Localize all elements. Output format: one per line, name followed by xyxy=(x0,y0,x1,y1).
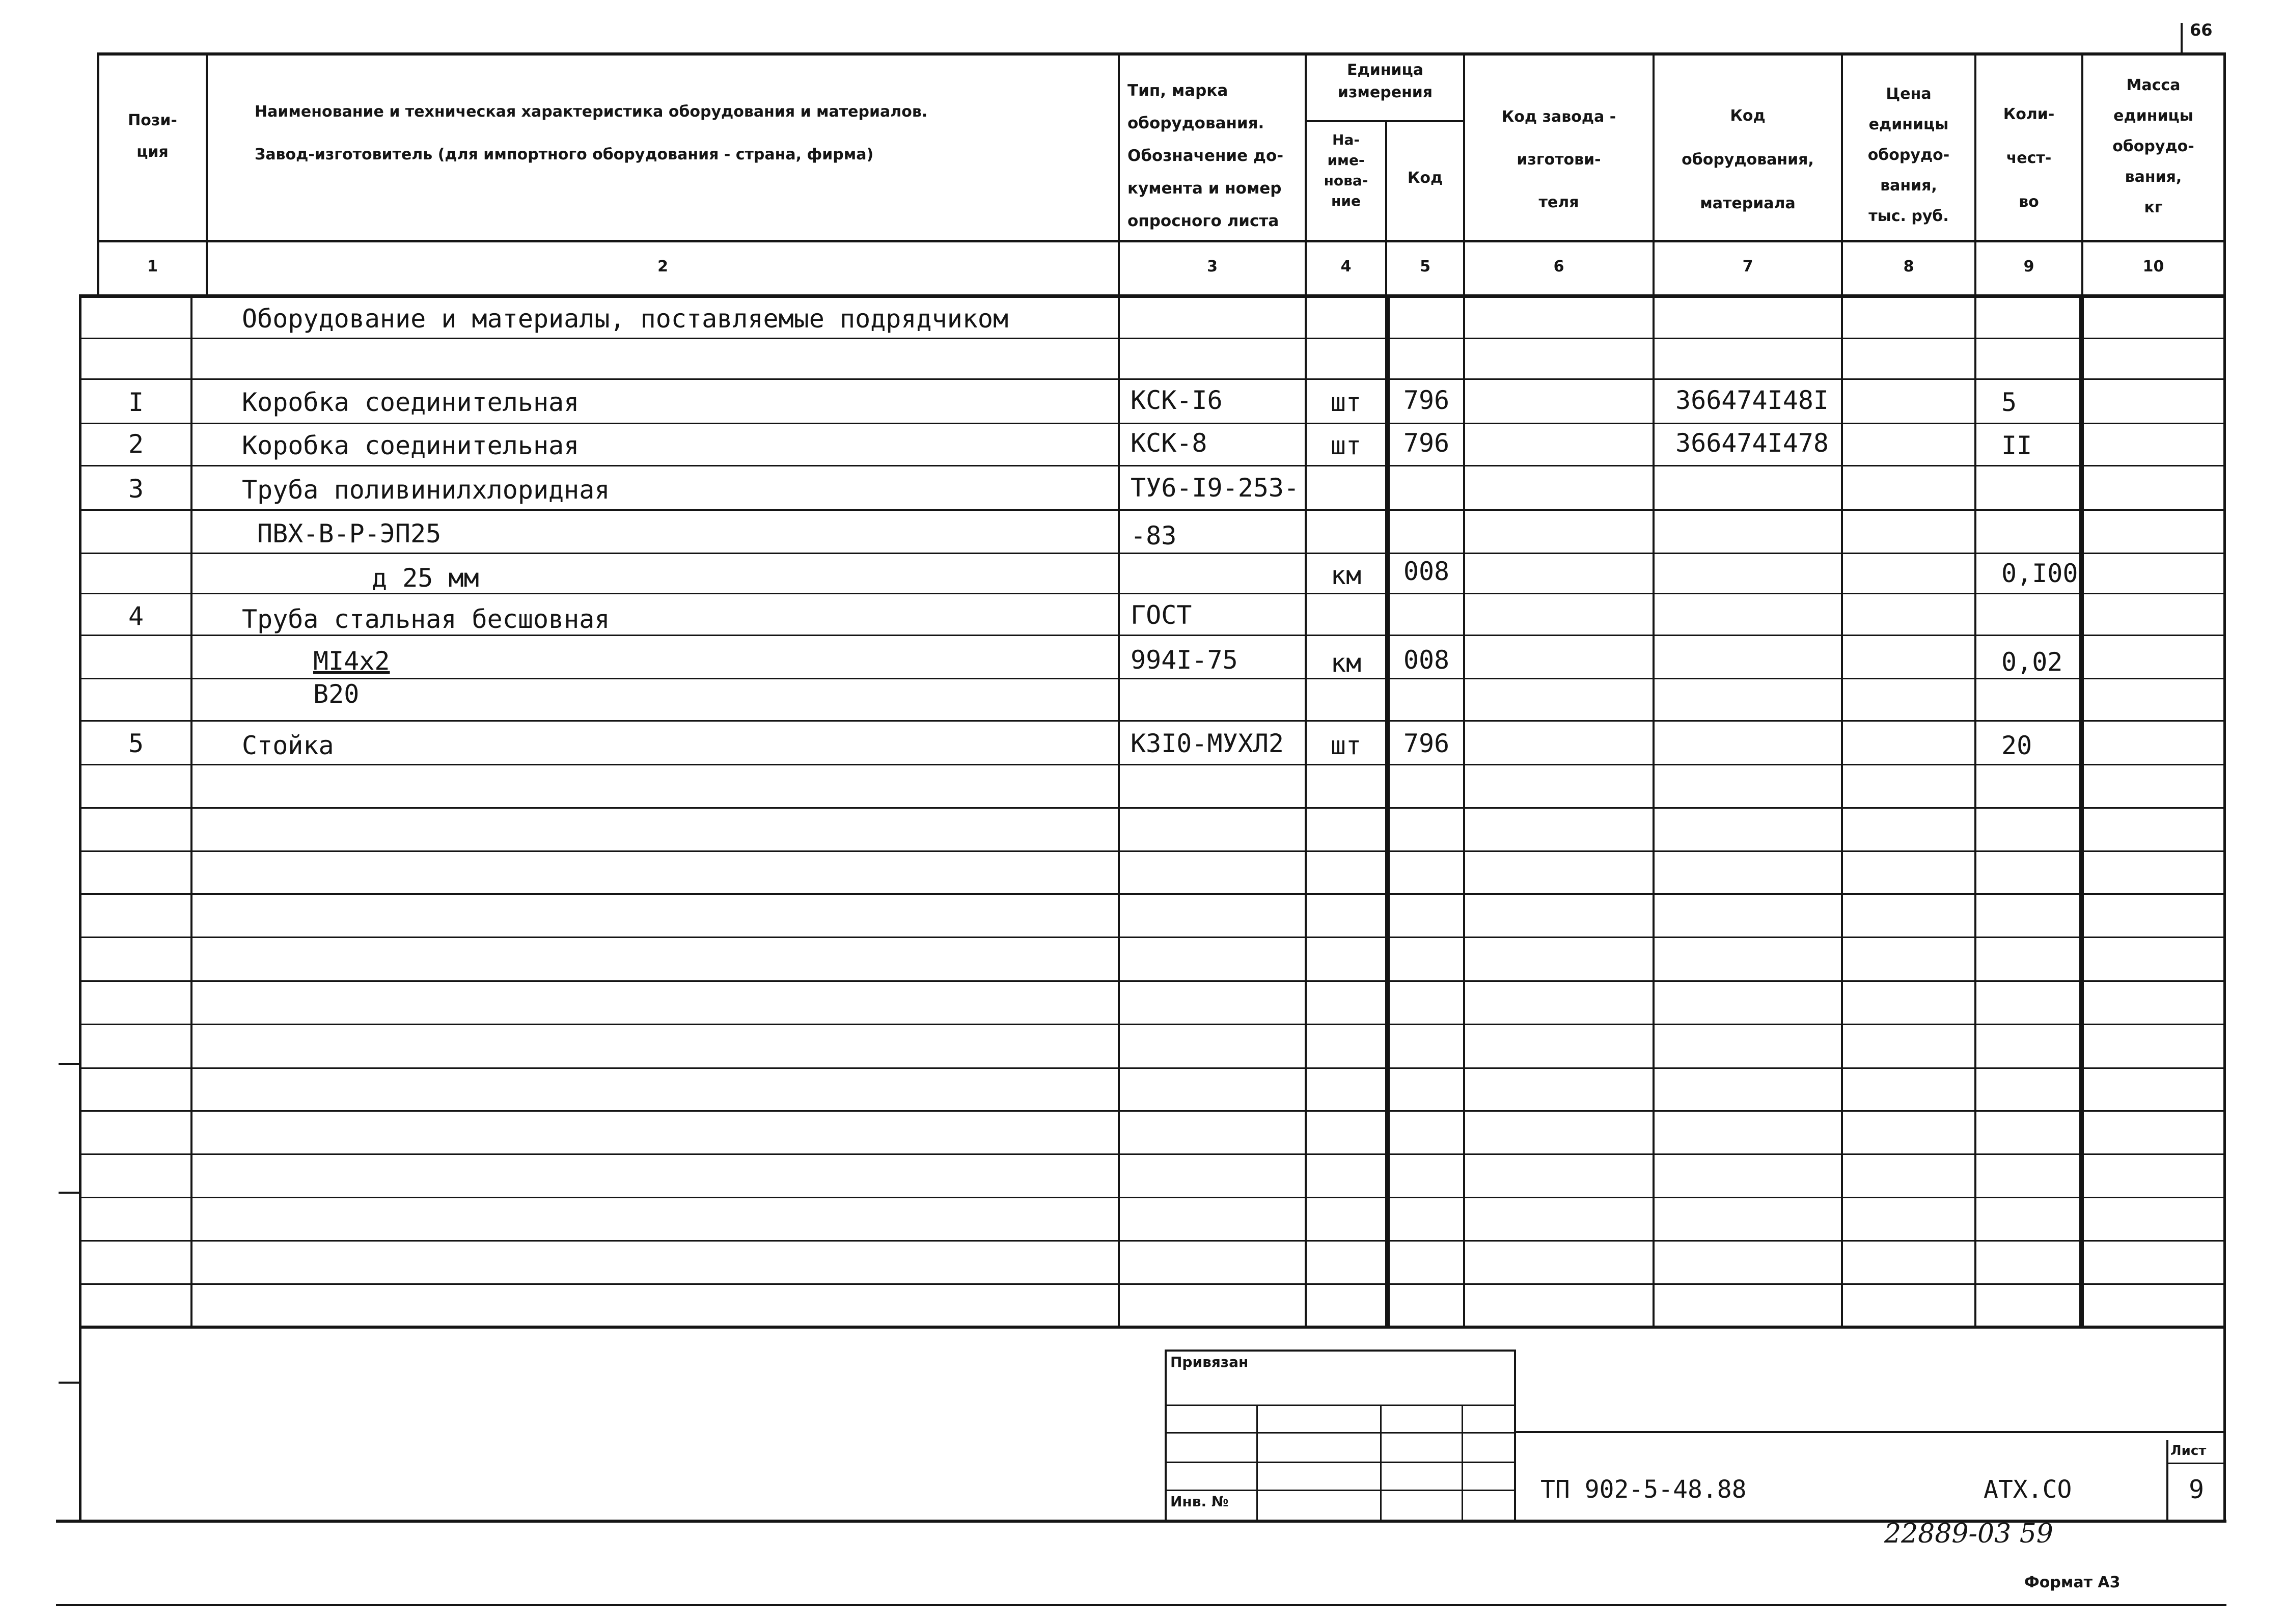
header-price-line: единицы xyxy=(1868,116,1949,133)
column-number: 1 xyxy=(147,258,158,276)
row-unit-code: 796 xyxy=(1403,386,1450,415)
col-divider-6 xyxy=(1653,52,1655,1328)
header-unit-name-line: нова- xyxy=(1324,172,1368,189)
row-name: Стойка xyxy=(242,731,334,760)
header-mass xyxy=(2083,70,2223,223)
numbers-divider xyxy=(81,294,2224,298)
row-quantity: 0,I00 xyxy=(2001,559,2078,588)
header-quantity-line: чест- xyxy=(2006,149,2052,167)
row-line xyxy=(81,850,2224,852)
row-type: К3I0-МУХЛ2 xyxy=(1131,729,1284,758)
row-unit-code: 796 xyxy=(1403,428,1450,458)
row-quantity: 20 xyxy=(2001,731,2032,760)
row-unit: км xyxy=(1330,648,1362,678)
header-name-line1: Наименование и техническая характеристика оборудования и материалов. xyxy=(255,103,928,121)
row-line xyxy=(81,980,2224,982)
row-line xyxy=(81,893,2224,895)
thick-col-5-left xyxy=(1385,294,1390,1328)
margin-tick xyxy=(59,1063,81,1065)
row-name: Труба поливинилхлоридная xyxy=(242,475,610,505)
thick-col-9-right xyxy=(2079,294,2084,1328)
row-position: 2 xyxy=(128,429,144,459)
header-mass-line: вания, xyxy=(2125,168,2182,186)
sheet-label: Лист xyxy=(2170,1443,2207,1458)
header-mass-line: Масса xyxy=(2126,76,2181,94)
row-name: ПВХ-В-Р-ЭП25 xyxy=(257,519,442,548)
row-line xyxy=(81,720,2224,722)
column-number: 7 xyxy=(1742,258,1753,276)
row-line xyxy=(81,678,2224,679)
page-bottom-line xyxy=(56,1604,2226,1606)
row-unit-code: 008 xyxy=(1403,557,1450,586)
format-label: Формат А3 xyxy=(2024,1574,2121,1591)
row-line xyxy=(81,1283,2224,1285)
header-divider xyxy=(97,240,2224,242)
page-corner-number: 66 xyxy=(2190,20,2213,40)
column-number: 9 xyxy=(2023,258,2034,276)
bound-col xyxy=(1256,1405,1258,1521)
row-position: 3 xyxy=(128,474,144,504)
header-unit-code: Код xyxy=(1407,169,1443,187)
row-name: д 25 мм xyxy=(372,563,479,593)
row-equip-code: 366474I48I xyxy=(1675,386,1829,415)
row-type: -83 xyxy=(1131,521,1177,550)
row-line xyxy=(81,1067,2224,1069)
row-position: I xyxy=(128,388,144,417)
header-unit-name-line: На- xyxy=(1332,131,1360,148)
header-unit-name xyxy=(1307,130,1385,211)
header-type-line: кумента и номер xyxy=(1127,179,1282,198)
column-number: 6 xyxy=(1553,258,1564,276)
doc-code: ТП 902-5-48.88 xyxy=(1540,1475,1747,1504)
header-equip-line: оборудования, xyxy=(1682,151,1814,169)
header-equip-line: Код xyxy=(1730,107,1766,125)
header-unit-name-line: име- xyxy=(1327,152,1365,169)
sheet-box-divider xyxy=(2166,1463,2224,1464)
header-quantity-line: во xyxy=(2019,193,2039,211)
header-type-line: Тип, марка xyxy=(1127,81,1228,100)
row-type: 994I-75 xyxy=(1131,645,1238,675)
row-line xyxy=(81,465,2224,466)
header-type-line: опросного листа xyxy=(1127,212,1279,230)
header-name xyxy=(255,101,1069,166)
row-line xyxy=(81,807,2224,809)
row-position: 5 xyxy=(128,729,144,758)
row-line xyxy=(81,635,2224,636)
margin-tick xyxy=(59,1192,81,1194)
header-price xyxy=(1843,79,1974,232)
header-plant-line: Код завода - xyxy=(1501,108,1616,126)
col-divider-2 xyxy=(1118,52,1120,1328)
row-name: B20 xyxy=(313,679,360,709)
bound-col xyxy=(1380,1405,1382,1521)
header-mass-line: кг xyxy=(2144,199,2163,216)
margin-tick xyxy=(59,1382,81,1384)
header-position xyxy=(99,109,206,163)
row-line xyxy=(81,509,2224,511)
row-equip-code: 366474I478 xyxy=(1675,428,1829,458)
doc-mark: АТХ.СО xyxy=(1984,1475,2072,1504)
column-number: 2 xyxy=(657,258,668,276)
header-quantity xyxy=(1976,93,2081,224)
row-line xyxy=(81,764,2224,765)
row-type: ТУ6-I9-253- xyxy=(1131,473,1300,503)
header-price-line: оборудо- xyxy=(1867,146,1950,164)
header-price-line: вания, xyxy=(1880,177,1937,195)
header-unit-line: измерения xyxy=(1337,84,1433,101)
column-number: 8 xyxy=(1903,258,1914,276)
col-divider-7 xyxy=(1841,52,1843,1328)
table-right-border xyxy=(2223,52,2226,1523)
corner-tick xyxy=(2181,23,2183,53)
header-unit-line: Единица xyxy=(1347,61,1423,79)
table-top-border xyxy=(97,52,2224,56)
header-position-line: Пози- xyxy=(128,112,177,129)
row-unit: шт xyxy=(1330,431,1362,460)
section-title: Оборудование и материалы, поставляемые подрядчиком xyxy=(242,304,1009,334)
sheet-number: 9 xyxy=(2188,1475,2205,1504)
bound-line xyxy=(1165,1405,1516,1406)
bound-label: Привязан xyxy=(1170,1354,1249,1370)
row-name: Коробка соединительная xyxy=(242,431,580,460)
row-line xyxy=(81,553,2224,554)
col-divider-1 xyxy=(190,294,192,1328)
header-mass-line: единицы xyxy=(2113,107,2193,125)
row-line xyxy=(81,1197,2224,1198)
row-line xyxy=(81,1153,2224,1155)
row-name: Коробка соединительная xyxy=(242,388,580,417)
row-type: КСК-I6 xyxy=(1131,386,1223,415)
header-price-line: Цена xyxy=(1886,85,1932,103)
row-line xyxy=(81,1110,2224,1112)
header-mass-line: оборудо- xyxy=(2112,137,2194,155)
row-line xyxy=(81,1024,2224,1025)
row-type: КСК-8 xyxy=(1131,428,1207,458)
bound-line xyxy=(1165,1432,1516,1434)
row-line xyxy=(81,338,2224,339)
column-number: 4 xyxy=(1340,258,1352,276)
handwritten-number: 22889-03 59 xyxy=(1884,1519,2053,1549)
row-quantity: 5 xyxy=(2001,388,2017,417)
header-unit-name-line: ние xyxy=(1331,192,1361,209)
row-line xyxy=(81,1240,2224,1242)
title-line xyxy=(1516,1431,2224,1433)
row-quantity: II xyxy=(2001,431,2032,460)
row-unit-code: 008 xyxy=(1403,645,1450,675)
row-unit: шт xyxy=(1330,731,1362,760)
row-line xyxy=(81,423,2224,424)
row-quantity: 0,02 xyxy=(2001,647,2063,677)
table-body-bottom xyxy=(81,1326,2224,1329)
header-type xyxy=(1120,74,1305,237)
col-divider-3 xyxy=(1305,52,1307,1328)
header-equip-line: материала xyxy=(1700,195,1796,212)
row-line xyxy=(81,378,2224,380)
header-unit-group xyxy=(1307,59,1464,104)
row-unit: шт xyxy=(1330,388,1362,417)
header-plant-line: изготови- xyxy=(1517,151,1601,169)
row-name: Труба стальная бесшовная xyxy=(242,604,610,634)
header-type-line: оборудования. xyxy=(1127,114,1264,132)
header-equip-code xyxy=(1655,94,1841,226)
header-plant-line: теля xyxy=(1538,194,1579,211)
unit-group-divider xyxy=(1305,120,1465,122)
header-price-line: тыс. руб. xyxy=(1868,207,1949,225)
col-divider-5 xyxy=(1463,52,1465,1328)
inv-label: Инв. № xyxy=(1170,1493,1229,1510)
column-number: 5 xyxy=(1420,258,1430,276)
row-name: MI4x2 xyxy=(313,646,390,676)
header-name-line2: Завод-изготовитель (для импортного оборудования - страна, фирма) xyxy=(255,146,874,163)
row-position: 4 xyxy=(128,601,144,631)
column-number: 10 xyxy=(2142,258,2164,276)
header-plant-code xyxy=(1465,96,1653,224)
row-unit: км xyxy=(1330,561,1362,590)
bound-line xyxy=(1165,1490,1516,1491)
row-line xyxy=(81,937,2224,938)
bound-col xyxy=(1462,1405,1463,1521)
column-number: 3 xyxy=(1207,258,1218,276)
header-type-line: Обозначение до- xyxy=(1127,147,1284,165)
bound-line xyxy=(1165,1462,1516,1463)
col-divider-8 xyxy=(1974,52,1976,1328)
row-unit-code: 796 xyxy=(1403,729,1450,758)
header-position-line: ция xyxy=(136,143,169,161)
row-type: ГОСТ xyxy=(1131,600,1192,630)
header-quantity-line: Коли- xyxy=(2003,105,2055,123)
